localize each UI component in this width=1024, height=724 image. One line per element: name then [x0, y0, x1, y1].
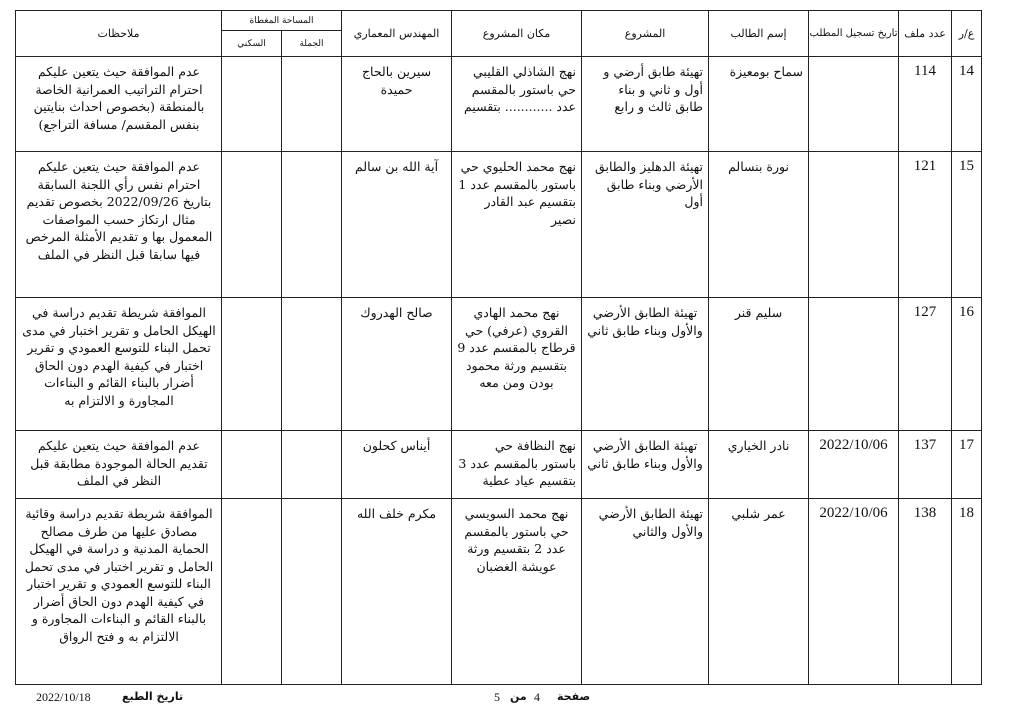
header-reg-date: تاريخ تسجيل المطلب — [809, 11, 899, 57]
cell-project: تهيئة الطابق الأرضي والأول والثاني — [582, 499, 709, 685]
header-file-no: عدد ملف — [899, 11, 952, 57]
cell-notes: عدم الموافقة حيث يتعين عليكم احترام نفس رأي اللجنة السابقة بتاريخ 2022/09/26 بخصوص تقديم مثال ارتكاز حسب المواصفات المعمول بها و تقديم الأمثلة المرخص فيها سابقا قبل النظر في الملف — [16, 152, 222, 298]
cell-project: تهيئة الطابق الأرضي والأول وبناء طابق ثاني — [582, 298, 709, 431]
table-row — [16, 152, 982, 298]
cell-applicant: نادر الخياري — [709, 431, 809, 499]
header-row-no: ع/ر — [952, 11, 982, 57]
cell-location: نهج محمد الهادي القروي (عرفي) حي قرطاج بالمقسم عدد 9 بتقسيم ورثة محمود بودن ومن معه — [452, 298, 582, 431]
table-row — [16, 499, 982, 685]
cell-location: نهج النظافة حي باستور بالمقسم عدد 3 بتقسيم عياد عطية — [452, 431, 582, 499]
cell-notes: الموافقة شريطة تقديم دراسة وقائية مصادق عليها من طرف مصالح الحماية المدنية و دراسة في الهيكل الحامل و تقرير اختبار في مدى تحمل البناء للتوسع العمودي و تقرير اختبار في كيفية الهدم دون الحاق أضرار بالبناء القائم و البناءات المجاورة و الالتزام به و فتح الرواق — [16, 499, 222, 685]
page-total: 5 — [494, 690, 500, 704]
cell-file-no: 137 — [899, 431, 952, 499]
cell-project: تهيئة الطابق الأرضي والأول وبناء طابق ثاني — [582, 431, 709, 499]
header-location: مكان المشروع — [452, 11, 582, 57]
cell-applicant: سماح بومعيزة — [709, 57, 809, 152]
cell-applicant: سليم قنر — [709, 298, 809, 431]
cell-reg-date — [809, 152, 899, 298]
cell-architect: سيرين بالحاج حميدة — [342, 57, 452, 152]
cell-notes: عدم الموافقة حيث يتعين عليكم احترام التراتيب العمرانية الخاصة بالمنطقة (بخصوص احداث بنايتين بنفس المقسم/ مسافة التراجع) — [16, 57, 222, 152]
cell-reg-date — [809, 298, 899, 431]
cell-reg-date — [809, 57, 899, 152]
cell-architect: صالح الهدروك — [342, 298, 452, 431]
cell-area-housing — [222, 499, 282, 685]
cell-file-no: 138 — [899, 499, 952, 685]
page-footer — [0, 690, 1024, 710]
cell-area-total — [282, 431, 342, 499]
cell-applicant: نورة بنسالم — [709, 152, 809, 298]
header-architect: المهندس المعماري — [342, 11, 452, 57]
cell-architect: آية الله بن سالم — [342, 152, 452, 298]
header-area-housing: السكني — [222, 31, 282, 57]
cell-row-no: 14 — [952, 57, 982, 152]
cell-row-no: 15 — [952, 152, 982, 298]
cell-area-housing — [222, 298, 282, 431]
cell-row-no: 17 — [952, 431, 982, 499]
cell-project: تهيئة الدهليز والطابق الأرضي وبناء طابق أول — [582, 152, 709, 298]
cell-area-housing — [222, 57, 282, 152]
cell-reg-date: 2022/10/06 — [809, 431, 899, 499]
table-row — [16, 57, 982, 152]
cell-notes: عدم الموافقة حيث يتعين عليكم تقديم الحالة الموجودة مطابقة قبل النظر في الملف — [16, 431, 222, 499]
cell-reg-date: 2022/10/06 — [809, 499, 899, 685]
header-area-total: الجملة — [282, 31, 342, 57]
header-project: المشروع — [582, 11, 709, 57]
of-word: من — [510, 690, 527, 703]
cell-area-housing — [222, 152, 282, 298]
table-row — [16, 431, 982, 499]
cell-location: نهج الشاذلي القليبي حي باستور بالمقسم عدد ............ بتقسيم — [452, 57, 582, 152]
cell-area-total — [282, 298, 342, 431]
cell-project: تهيئة طابق أرضي و أول و ثاني و بناء طابق ثالث و رابع — [582, 57, 709, 152]
cell-file-no: 127 — [899, 298, 952, 431]
cell-row-no: 16 — [952, 298, 982, 431]
cell-area-total — [282, 57, 342, 152]
print-date-label: تاريخ الطبع — [122, 690, 184, 703]
permits-table — [15, 10, 982, 685]
page-current: 4 — [534, 690, 540, 704]
table-row — [16, 298, 982, 431]
print-date: 2022/10/18 — [36, 690, 91, 704]
header-notes: ملاحظات — [16, 11, 222, 57]
cell-file-no: 114 — [899, 57, 952, 152]
header-covered-area: المساحة المغطاة — [222, 11, 342, 31]
cell-file-no: 121 — [899, 152, 952, 298]
cell-area-total — [282, 499, 342, 685]
cell-area-total — [282, 152, 342, 298]
cell-architect: مكرم خلف الله — [342, 499, 452, 685]
cell-applicant: عمر شلبي — [709, 499, 809, 685]
cell-notes: الموافقة شريطة تقديم دراسة في الهيكل الحامل و تقرير اختبار في مدى تحمل البناء للتوسع العمودي و تقرير اختبار في كيفية الهدم دون الحاق أضرار بالبناء القائم و البناءات المجاورة و الالتزام به — [16, 298, 222, 431]
cell-location: نهج محمد الحليوي حي باستور بالمقسم عدد 1 بتقسيم عبد القادر نصير — [452, 152, 582, 298]
cell-architect: أيناس كحلون — [342, 431, 452, 499]
cell-area-housing — [222, 431, 282, 499]
cell-row-no: 18 — [952, 499, 982, 685]
header-applicant: إسم الطالب — [709, 11, 809, 57]
cell-location: نهج محمد السويسي حي باستور بالمقسم عدد 2 بتقسيم ورثة عويشة الغضبان — [452, 499, 582, 685]
page-word: صفحة — [557, 690, 591, 703]
